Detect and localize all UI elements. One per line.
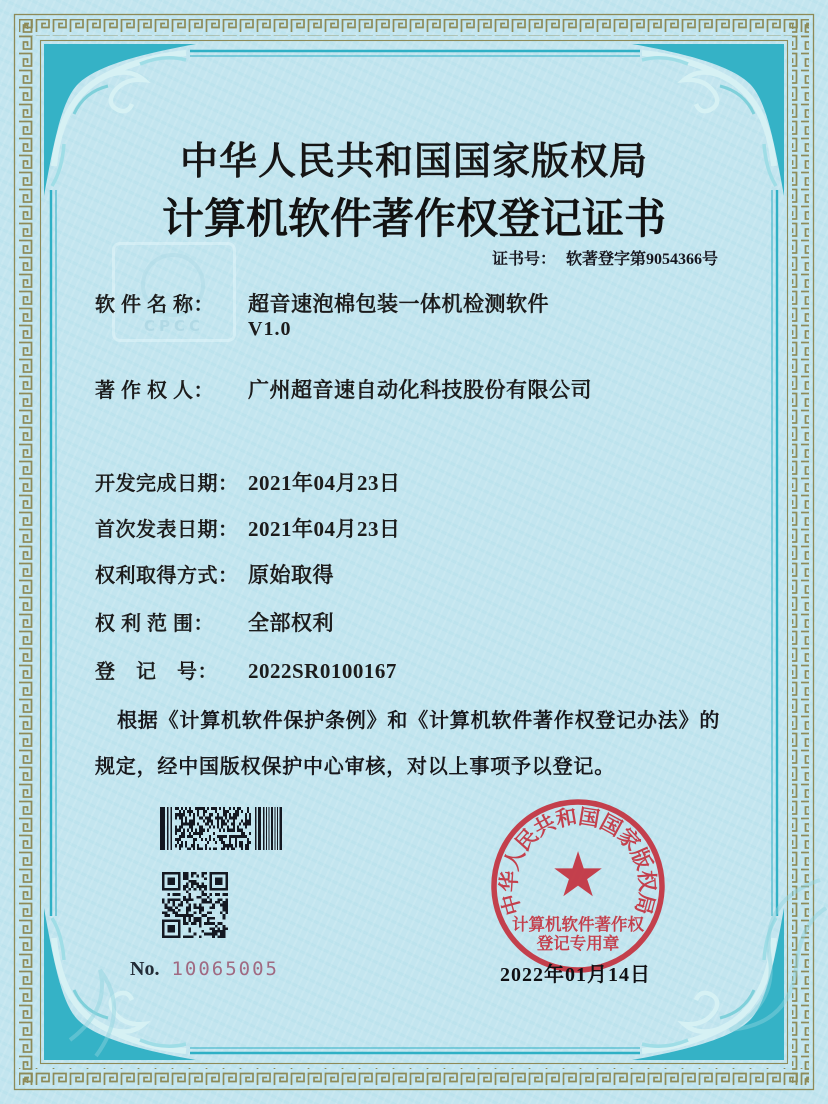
field-label: 著 作 权 人： — [95, 380, 214, 402]
field-rights-acquisition — [95, 559, 334, 589]
cpcc-watermark-label: CPCC — [143, 317, 205, 335]
field-dev-complete-date — [95, 467, 401, 497]
seal-text-line-2: 登记专用章 — [536, 934, 620, 953]
authority-title: 中华人民共和国国家版权局 — [179, 141, 648, 183]
software-version: V1.0 — [248, 318, 292, 340]
field-value: 2022SR0100167 — [248, 659, 397, 683]
issue-date: 2022年01月14日 — [500, 964, 651, 986]
field-value: 超音速泡棉包装一体机检测软件 — [248, 292, 549, 316]
certificate-title: 计算机软件著作权登记证书 — [161, 197, 666, 243]
registration-statement — [95, 706, 755, 782]
field-value: 2021年04月23日 — [248, 471, 401, 495]
certificate-number-value: 软著登字第9054366号 — [566, 251, 719, 268]
serial-label: No. — [130, 958, 160, 980]
field-label: 首次发表日期： — [95, 519, 239, 541]
certificate-number-label: 证书号： — [492, 251, 557, 268]
field-rights-scope — [95, 607, 334, 637]
certificate-number-line — [492, 246, 718, 269]
statement-line-2: 规定，经中国版权保护中心审核，对以上事项予以登记。 — [95, 756, 615, 778]
field-label: 软 件 名 称： — [95, 294, 214, 316]
field-value: 2021年04月23日 — [248, 517, 401, 541]
field-value: 全部权利 — [248, 611, 334, 635]
serial-number: 10065005 — [171, 958, 279, 980]
official-seal — [486, 794, 670, 978]
serial-line — [130, 958, 279, 981]
field-value: 原始取得 — [248, 563, 334, 587]
field-copyright-holder — [95, 374, 592, 404]
field-label: 登 记 号： — [95, 661, 218, 683]
field-software-name — [95, 288, 549, 318]
field-label: 开发完成日期： — [95, 473, 239, 495]
field-label: 权利取得方式： — [95, 565, 239, 587]
seal-text-line-1: 计算机软件著作权 — [512, 915, 644, 934]
qr-code — [162, 872, 228, 938]
field-registration-no — [95, 655, 397, 684]
seal-ring-text: 中华人民共和国国家版权局 — [496, 804, 660, 918]
seal-star-icon: ★ — [550, 842, 606, 910]
field-value: 广州超音速自动化科技股份有限公司 — [248, 378, 592, 402]
barcode — [160, 807, 282, 850]
statement-line-1: 根据《计算机软件保护条例》和《计算机软件著作权登记办法》的 — [117, 710, 721, 732]
field-first-publish-date — [95, 513, 401, 543]
field-label: 权 利 范 围： — [95, 613, 214, 635]
